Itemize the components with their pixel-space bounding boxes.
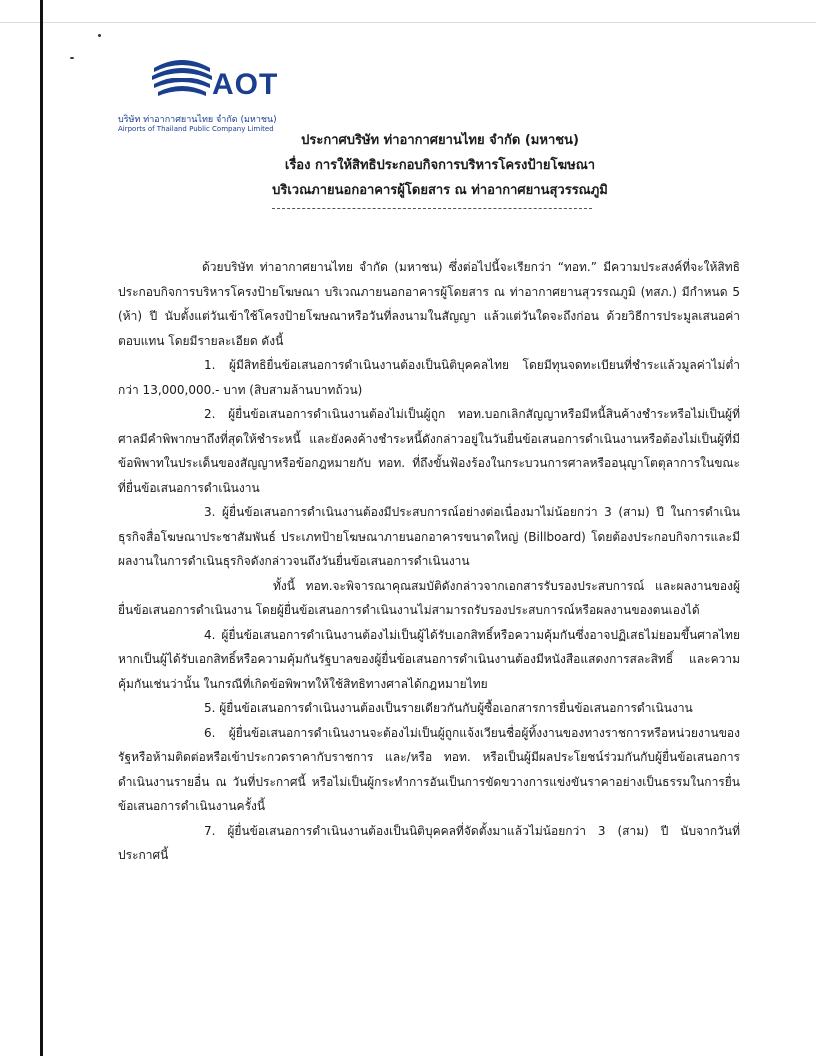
scan-left-edge — [40, 0, 43, 1056]
condition-item-4: 4. ผู้ยื่นข้อเสนอการดำเนินงานต้องไม่เป็นผู้ได้รับเอกสิทธิ์หรือความคุ้มกันซึ่งอาจปฏิเสธไม่ยอมขึ้นศาลไทย หากเป็นผู้ได้รับเอกสิทธิ์หรือความคุ้มกันรัฐบาลของผู้ยื่นข้อเสนอการดำเนินงานต้องมีหนังสือแสดงการสละสิทธิ์ และความคุ้มกันเช่นว่านั้น ในกรณีที่เกิดข้อพิพาทให้ใช้สิทธิทางศาลได้กฎหมายไทย — [118, 627, 740, 691]
scan-speck — [70, 57, 74, 59]
aot-emblem-icon — [150, 54, 214, 102]
condition-item-6: 6. ผู้ยื่นข้อเสนอการดำเนินงานจะต้องไม่เป็นผู้ถูกแจ้งเวียนชื่อผู้ทิ้งงานของทางราชการหรือหน่วยงานของรัฐหรือห้ามติดต่อหรือเข้าประกวดราคากับราชการ และ/หรือ ทอท. หรือเป็นผู้มีผลประโยชน์ร่วมกันกับผู้ยื่นข้อเสนอการดำเนินงานรายอื่น ณ วันที่ประกาศนี้ หรือไม่เป็นผู้กระทำการอันเป็นการขัดขวางการแข่งขันราคาอย่างเป็นธรรมในการยื่นข้อเสนอการดำเนินงานครั้งนี้ — [118, 725, 740, 813]
announcement-header — [200, 128, 680, 203]
header-divider — [272, 208, 592, 209]
condition-item-3-note: ทั้งนี้ ทอท.จะพิจารณาคุณสมบัติดังกล่าวจากเอกสารรับรองประสบการณ์ และผลงานของผู้ยื่นข้อเสนอการดำเนินงาน โดยผู้ยื่นข้อเสนอการดำเนินงานไม่สามารถรับรองประสบการณ์หรือผลงานของตนเองได้ — [118, 578, 740, 617]
scan-speck — [98, 34, 101, 37]
intro-paragraph: ด้วยบริษัท ท่าอากาศยานไทย จำกัด (มหาชน) ซึ่งต่อไปนี้จะเรียกว่า “ทอท.” มีความประสงค์ที่จะให้สิทธิประกอบกิจการบริหารโครงป้ายโฆษณา บริเวณภายนอกอาคารผู้โดยสาร ณ ท่าอากาศยานสุวรรณภูมิ (ทสภ.) มีกำหนด 5 (ห้า) ปี นับตั้งแต่วันเข้าใช้โครงป้ายโฆษณาหรือวันที่ลงนามในสัญญา แล้วแต่วันใดจะถึงก่อน ด้วยวิธีการประมูลเสนอค่าตอบแทน โดยมีรายละเอียด ดังนี้ — [118, 260, 740, 348]
condition-item-7: 7. ผู้ยื่นข้อเสนอการดำเนินงานต้องเป็นนิติบุคคลที่จัดตั้งมาแล้วไม่น้อยกว่า 3 (สาม) ปี นับจากวันที่ประกาศนี้ — [118, 823, 740, 862]
scan-top-edge — [0, 22, 816, 23]
announcement-body — [118, 255, 740, 868]
condition-item-3: 3. ผู้ยื่นข้อเสนอการดำเนินงานต้องมีประสบการณ์อย่างต่อเนื่องมาไม่น้อยกว่า 3 (สาม) ปี ในการดำเนินธุรกิจสื่อโฆษณาประชาสัมพันธ์ ประเภทป้ายโฆษณาภายนอกอาคารขนาดใหญ่ (Billboard) โดยต้องประกอบกิจการและมีผลงานในการดำเนินธุรกิจดังกล่าวจนถึงวันยื่นข้อเสนอการดำเนินงาน — [118, 505, 740, 568]
header-location: บริเวณภายนอกอาคารผู้โดยสาร ณ ท่าอากาศยานสุวรรณภูมิ — [272, 183, 608, 198]
condition-item-2: 2. ผู้ยื่นข้อเสนอการดำเนินงานต้องไม่เป็นผู้ถูก ทอท.บอกเลิกสัญญาหรือมีหนี้สินค้างชำระหรือไม่เป็นผู้ที่ศาลมีคำพิพากษาถึงที่สุดให้ชำระหนี้ และยังคงค้างชำระหนี้ดังกล่าวอยู่ในวันยื่นข้อเสนอการดำเนินงานหรือต้องไม่เป็นผู้ที่มีข้อพิพาทในประเด็นของสัญญาหรือข้อกฎหมายกับ ทอท. ที่ถึงขั้นฟ้องร้องในกระบวนการศาลหรืออนุญาโตตุลาการในขณะที่ยื่นข้อเสนอการดำเนินงาน — [118, 407, 740, 495]
condition-item-5: 5. ผู้ยื่นข้อเสนอการดำเนินงานต้องเป็นรายเดียวกันกับผู้ซื้อเอกสารการยื่นข้อเสนอการดำเนินงาน — [204, 701, 693, 715]
logo-company-en: Airports of Thailand Public Company Limited — [118, 125, 274, 133]
logo-company-th: บริษัท ท่าอากาศยานไทย จำกัด (มหาชน) — [118, 115, 277, 125]
header-title: ประกาศบริษัท ท่าอากาศยานไทย จำกัด (มหาชน) — [301, 133, 579, 148]
logo-brand: AOT — [212, 68, 279, 101]
header-subject: เรื่อง การให้สิทธิประกอบกิจการบริหารโครงป้ายโฆษณา — [284, 158, 596, 173]
condition-item-1: 1. ผู้มีสิทธิยื่นข้อเสนอการดำเนินงานต้องเป็นนิติบุคคลไทย โดยมีทุนจดทะเบียนที่ชำระแล้วมูลค่าไม่ต่ำกว่า 13,000,000.- บาท (สิบสามล้านบาทถ้วน) — [118, 358, 740, 397]
